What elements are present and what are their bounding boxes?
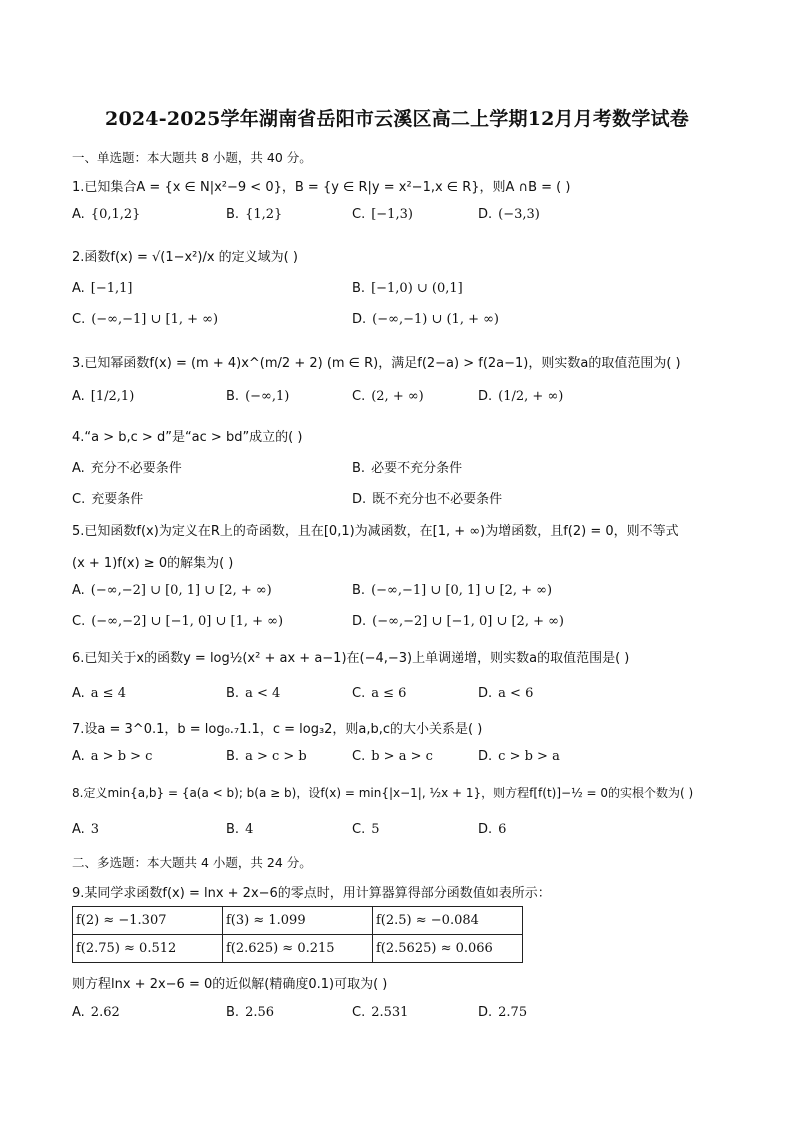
table-row [73,907,523,935]
question-8-stem: 8.定义min{a,b} = {a(a < b); b(a ≥ b)，设f(x) = min{|x−1|, ½x + 1}，则方程f[f(t)]−½ = 0的实根个数为( ) [72,786,694,800]
q8-option-b: B. 4 [226,822,254,837]
q2-option-d: D. (−∞,−1) ∪ (1, + ∞) [352,312,500,327]
q6-option-c: C. a ≤ 6 [352,686,407,701]
question-9-stem: 9.某同学求函数f(x) = lnx + 2x−6的零点时，用计算器算得部分函数值如表所示： [72,886,551,901]
table-cell: f(2.5625) ≈ 0.066 [373,935,523,963]
question-9-stem-line2: 则方程lnx + 2x−6 = 0的近似解(精确度0.1)可取为( ) [72,977,388,992]
q9-option-d: D. 2.75 [478,1005,528,1020]
q9-option-c: C. 2.531 [352,1005,409,1020]
table-cell: f(2) ≈ −1.307 [73,907,223,935]
q2-option-c: C. (−∞,−1] ∪ [1, + ∞) [72,312,219,327]
table-cell: f(3) ≈ 1.099 [223,907,373,935]
q8-option-d: D. 6 [478,822,507,837]
question-7-stem: 7.设a = 3^0.1，b = log₀.₇1.1，c = log₃2，则a,b,c的大小关系是( ) [72,722,483,737]
q4-option-a: A. 充分不必要条件 [72,461,182,476]
q1-option-a: A. {0,1,2} [72,207,141,222]
section-heading-single-choice: 一、单选题：本大题共 8 小题，共 40 分。 [72,150,312,165]
q2-option-b: B. [−1,0) ∪ (0,1] [352,281,463,296]
q7-option-c: C. b > a > c [352,749,433,764]
question-4-stem: 4.“a > b,c > d”是“ac > bd”成立的( ) [72,430,303,445]
q6-option-b: B. a < 4 [226,686,281,701]
q4-option-b: B. 必要不充分条件 [352,461,463,476]
q7-option-d: D. c > b > a [478,749,560,764]
question-2-stem: 2.函数f(x) = √(1−x²)/x 的定义域为( ) [72,250,298,265]
q8-option-a: A. 3 [72,822,100,837]
q3-option-b: B. (−∞,1) [226,389,290,404]
table-row [73,935,523,963]
question-6-stem: 6.已知关于x的函数y = log½(x² + ax + a−1)在(−4,−3)上单调递增，则实数a的取值范围是( ) [72,651,630,666]
q9-option-a: A. 2.62 [72,1005,120,1020]
q1-option-d: D. (−3,3) [478,207,540,222]
section-heading-multiple-choice: 二、多选题：本大题共 4 小题，共 24 分。 [72,855,312,870]
question-5-stem: 5.已知函数f(x)为定义在R上的奇函数，且在[0,1)为减函数，在[1, + ∞)为增函数，且f(2) = 0，则不等式 [72,524,679,539]
q3-option-c: C. (2, + ∞) [352,389,424,404]
page-title: 2024-2025学年湖南省岳阳市云溪区高二上学期12月月考数学试卷 [105,108,689,130]
q3-option-a: A. [1/2,1) [72,389,135,404]
q1-option-c: C. [−1,3) [352,207,413,222]
q4-option-d: D. 既不充分也不必要条件 [352,492,503,507]
table-cell: f(2.5) ≈ −0.084 [373,907,523,935]
q5-option-a: A. (−∞,−2] ∪ [0, 1] ∪ [2, + ∞) [72,583,272,598]
q6-option-a: A. a ≤ 4 [72,686,126,701]
table-cell: f(2.75) ≈ 0.512 [73,935,223,963]
q4-option-c: C. 充要条件 [72,492,144,507]
q3-option-d: D. (1/2, + ∞) [478,389,564,404]
q5-option-d: D. (−∞,−2] ∪ [−1, 0] ∪ [2, + ∞) [352,614,565,629]
question-5-stem-line2: (x + 1)f(x) ≥ 0的解集为( ) [72,556,234,571]
table-cell: f(2.625) ≈ 0.215 [223,935,373,963]
q6-option-d: D. a < 6 [478,686,534,701]
q1-option-b: B. {1,2} [226,207,283,222]
q8-option-c: C. 5 [352,822,380,837]
q9-option-b: B. 2.56 [226,1005,275,1020]
function-value-table [72,906,523,963]
q7-option-b: B. a > c > b [226,749,307,764]
q2-option-a: A. [−1,1] [72,281,133,296]
q5-option-b: B. (−∞,−1] ∪ [0, 1] ∪ [2, + ∞) [352,583,553,598]
q5-option-c: C. (−∞,−2] ∪ [−1, 0] ∪ [1, + ∞) [72,614,284,629]
q7-option-a: A. a > b > c [72,749,153,764]
question-1-stem: 1.已知集合A = {x ∈ N|x²−9 < 0}，B = {y ∈ R|y = x²−1,x ∈ R}，则A ∩B = ( ) [72,180,571,195]
question-3-stem: 3.已知幂函数f(x) = (m + 4)x^(m/2 + 2) (m ∈ R)，满足f(2−a) > f(2a−1)，则实数a的取值范围为( ) [72,356,681,371]
